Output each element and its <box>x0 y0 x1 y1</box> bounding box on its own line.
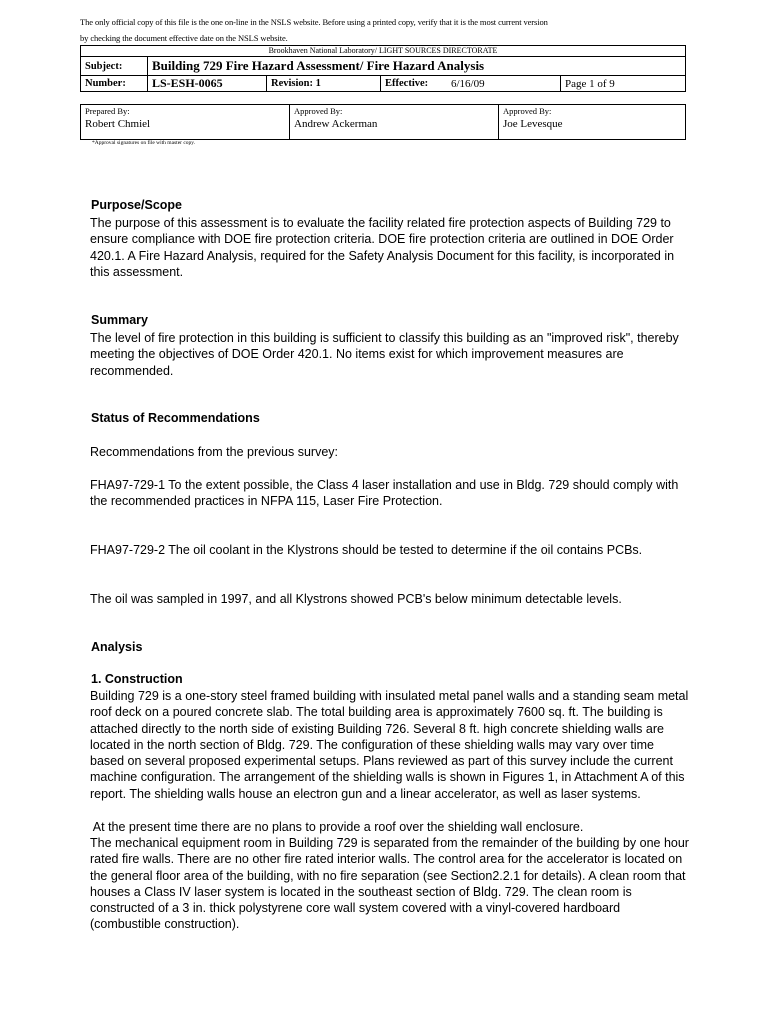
recommendation-2-response: The oil was sampled in 1997, and all Klystrons showed PCB's below minimum detectable levels. <box>90 592 622 606</box>
effective-label: Effective: <box>381 76 448 92</box>
page-indicator: Page 1 of 9 <box>561 76 686 92</box>
approver-2-name: Joe Levesque <box>503 118 563 130</box>
approved-by-label-1: Approved By: <box>294 106 343 116</box>
status-intro: Recommendations from the previous survey: <box>90 445 339 459</box>
official-copy-notice <box>80 14 680 46</box>
status-heading: Status of Recommendations <box>91 411 260 425</box>
document-header-table <box>80 45 686 92</box>
construction-paragraph-2: At the present time there are no plans to provide a roof over the shielding wall enclosure. <box>90 820 584 834</box>
approved-by-label-2: Approved By: <box>503 106 552 116</box>
construction-heading: 1. Construction <box>91 672 183 686</box>
prepared-by-label: Prepared By: <box>85 106 130 116</box>
effective-date: 6/16/09 <box>447 76 561 92</box>
subject-label: Subject: <box>81 57 148 76</box>
approver-1-name: Andrew Ackerman <box>294 118 378 130</box>
revision-number: Revision: 1 <box>267 76 381 92</box>
preparer-name: Robert Chmiel <box>85 118 151 130</box>
construction-paragraph-1: Building 729 is a one-story steel framed building with insulated metal panel walls and a standing seam metal roof deck on a poured concrete slab. The total building area is approximately 7600 sq. ft. The building is attached directly to the north side of existing Building 726. Several 8 ft. high concrete shielding walls are located in the north section of Bldg. 729. The configuration of these shielding walls may vary over time based on several proposed experimental setups. Plans reviewed as part of this survey include the current machine configuration. The arrangement of the shielding walls is shown in Figures 1, in Attachment A of this report. The shielding walls house an electron gun and a linear accelerator, as well as laser systems. <box>90 689 689 801</box>
summary-body: The level of fire protection in this building is sufficient to classify this building as an "improved risk", thereby meeting the objectives of DOE Order 420.1. No items exist for which improvement measures are recommended. <box>90 331 679 378</box>
organization-name: Brookhaven National Laboratory/ LIGHT SOURCES DIRECTORATE <box>81 46 686 57</box>
analysis-heading: Analysis <box>91 640 143 654</box>
summary-heading: Summary <box>91 313 148 327</box>
recommendation-1: FHA97-729-1 To the extent possible, the Class 4 laser installation and use in Bldg. 729 should comply with the recommended practices in NFPA 115, Laser Fire Protection. <box>90 478 679 509</box>
recommendation-2: FHA97-729-2 The oil coolant in the Klystrons should be tested to determine if the oil contains PCBs. <box>90 543 643 557</box>
approver-2-cell <box>499 105 686 140</box>
approval-table <box>80 104 686 140</box>
number-label: Number: <box>81 76 148 92</box>
prepared-by-cell <box>81 105 290 140</box>
notice-line-2: by checking the document effective date on the NSLS website. <box>80 33 288 43</box>
purpose-heading: Purpose/Scope <box>91 198 182 212</box>
construction-paragraph-3: The mechanical equipment room in Building 729 is separated from the remainder of the building by one hour rated fire walls. There are no other fire rated interior walls. The control area for the accelerator is located on the general floor area of the building, with no fire separation (see Section2.2.1 for details). A clean room that houses a Class IV laser system is located in the southeast section of Bldg. 729. The clean room is constructed of a 3 in. thick polystyrene core wall system covered with a vinyl-covered hardboard (combustible construction). <box>90 836 689 932</box>
document-subject: Building 729 Fire Hazard Assessment/ Fire Hazard Analysis <box>148 57 686 76</box>
purpose-body: The purpose of this assessment is to evaluate the facility related fire protection aspects of Building 729 to ensure compliance with DOE fire protection criteria. DOE fire protection criteria are outlined in DOE Order 420.1. A Fire Hazard Analysis, required for the Safety Analysis Document for this facility, is incorporated in this assessment. <box>90 216 675 279</box>
approver-1-cell <box>290 105 499 140</box>
notice-line-1: The only official copy of this file is the one on-line in the NSLS website. Before using a printed copy, verify that it is the most current version <box>80 17 548 27</box>
approval-footnote: *Approval signatures on file with master copy. <box>92 140 196 146</box>
document-number: LS-ESH-0065 <box>148 76 267 92</box>
